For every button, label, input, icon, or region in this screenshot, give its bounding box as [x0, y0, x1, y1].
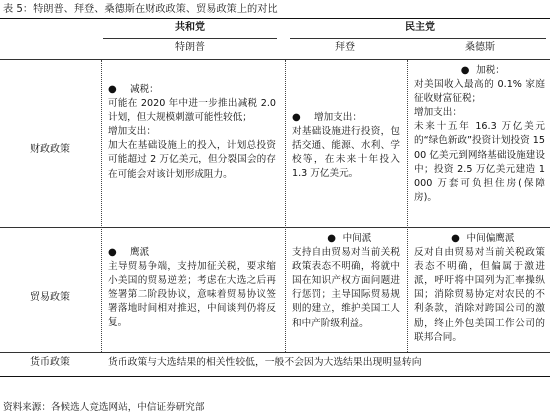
bullet-icon: ● [451, 233, 460, 244]
trade-sanders-text: 反对自由贸易对当前关税政策表态不明确，但偏属于激进派，呼吁将中国列为汇率操纵国；消除贸易协定对农民的不利条款，消除对跨国公司的激励，终止外包美国工作公司的联邦合同。 [414, 247, 545, 343]
table-top-rule [0, 18, 550, 19]
party-democrat: 民主党 [405, 22, 435, 33]
col-divider-1 [101, 60, 102, 352]
row-label-fiscal: 财政政策 [30, 144, 70, 155]
trade-sanders-cell [414, 232, 545, 345]
header-bottom-rule [0, 59, 550, 60]
col-divider-3 [407, 60, 408, 352]
source-note: 资料来源：各候选人竞选网站，中信证券研究部 [3, 402, 205, 413]
table-title: 表 5：特朗普、拜登、桑德斯在财政政策、贸易政策上的对比 [3, 4, 278, 15]
fiscal-sanders-heading: 加税： [476, 65, 505, 76]
fiscal-trump-subheading: 增加支出： [108, 126, 156, 138]
bullet-icon: ● [108, 84, 117, 95]
candidate-sanders: 桑德斯 [465, 42, 495, 53]
trade-sanders-heading: 中间偏鹰派 [466, 233, 515, 244]
bullet-icon: ● [460, 65, 470, 76]
trade-trump-cell [108, 246, 276, 331]
trade-trump-text: 主导贸易争端，支持加征关税，要求缩小美国的贸易逆差；考虑在大选之后再签署第二阶段协议，意味着贸易协议签署落地时间相对推迟，中间谈判仍将反复。 [108, 261, 276, 329]
candidate-trump: 特朗普 [175, 42, 205, 53]
party-republican: 共和党 [175, 22, 205, 33]
monetary-policy-text: 货币政策与大选结果的相关性较低，一般不会因为大选结果出现明显转向 [108, 357, 422, 368]
bullet-icon: ● [327, 233, 336, 244]
bullet-icon: ● [108, 247, 117, 258]
fiscal-biden-cell [292, 111, 400, 181]
fiscal-biden-heading: 增加支出： [314, 112, 362, 123]
trade-biden-cell [292, 232, 400, 331]
fiscal-trump-text-2: 加大在基础设施上的投入，计划总投资可能超过 2 万亿美元，但分裂国会的存在可能会对该计划形成阻力。 [108, 140, 276, 180]
trade-row-bottom-rule [0, 352, 550, 353]
row-label-trade: 贸易政策 [30, 292, 70, 303]
fiscal-trump-text-1: 可能在 2020 年中进一步推出减税 2.0 计划，但大规模刺激可能性较低； [108, 98, 276, 124]
trade-biden-heading: 中间派 [342, 233, 372, 244]
bullet-icon: ● [292, 112, 301, 123]
party-democrat-underline [290, 38, 546, 39]
candidate-biden: 拜登 [335, 42, 355, 53]
fiscal-sanders-text-2: 未来十五年 16.3 万亿美元的“绿色新政”投资计划投资 1500 亿美元到网络基础设施建设中；投资 2.5 万亿美元建造 1000 万套可负担住房(保障房)。 [414, 121, 545, 203]
row-label-monetary: 货币政策 [30, 357, 70, 368]
trade-trump-heading: 鹰派 [130, 247, 150, 258]
col-divider-2 [285, 60, 286, 352]
table-bottom-rule [0, 376, 550, 377]
fiscal-row-bottom-rule [0, 227, 550, 228]
fiscal-trump-heading: 减税： [130, 84, 159, 95]
fiscal-biden-text: 对基础设施进行投资，包括交通、能源、水利、学校等，在未来十年投入 1.3 万亿美元。 [292, 126, 400, 180]
fiscal-sanders-cell [414, 64, 545, 205]
party-republican-underline [103, 38, 277, 39]
fiscal-trump-cell [108, 83, 276, 182]
trade-biden-text: 支持自由贸易对当前关税政策表态不明确，将就中国在知识产权方面问题进行惩罚；主导国际贸易规则的建立，维护美国工人和中产阶级利益。 [292, 247, 400, 329]
fiscal-sanders-subheading: 增加支出： [414, 107, 462, 119]
fiscal-sanders-text-1: 对美国收入最高的 0.1% 家庭征收财富征税； [414, 79, 545, 105]
